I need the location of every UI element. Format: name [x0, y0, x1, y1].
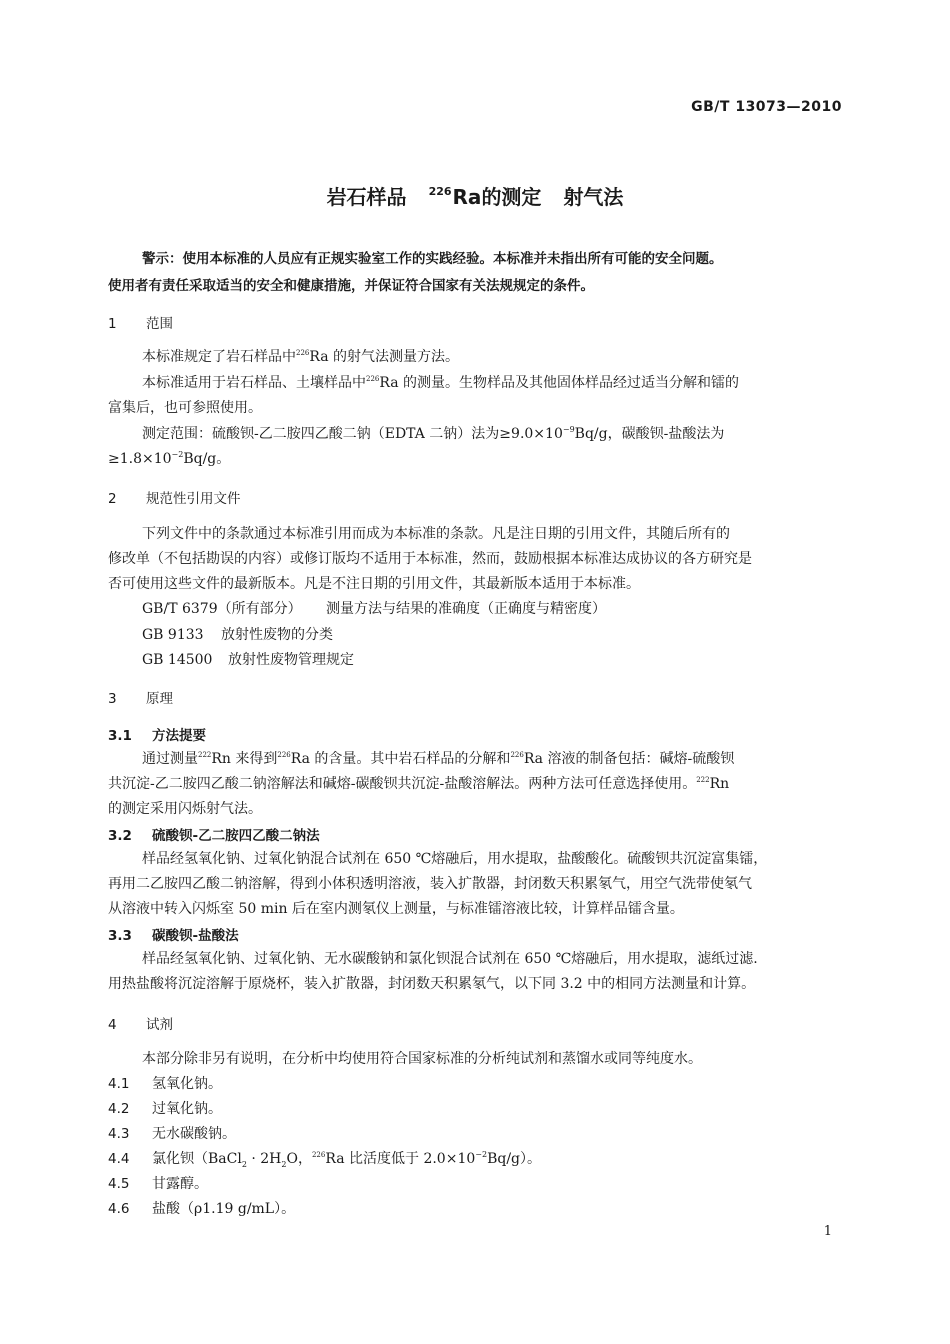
section-number: 1	[108, 316, 117, 332]
section-title: 试剂	[146, 1017, 173, 1033]
text: ≥1.8×10	[108, 451, 172, 467]
reference-name: 测量方法与结果的准确度（正确度与精密度）	[326, 601, 606, 617]
subsection-number: 3.3	[108, 928, 132, 944]
subsection-number: 3.1	[108, 728, 132, 744]
reference-item	[142, 598, 606, 618]
reference-code: GB/T 6379（所有部分）	[142, 601, 302, 617]
subsection-3-3-heading	[108, 924, 239, 944]
reference-item	[142, 624, 333, 644]
reference-code: GB 14500	[142, 652, 213, 668]
subscript: 2	[281, 1159, 287, 1169]
exponent: −2	[171, 450, 184, 459]
sec1-para-2	[142, 372, 739, 392]
section-title: 范围	[146, 316, 173, 332]
exponent: −9	[562, 425, 575, 434]
section-title: 原理	[146, 691, 173, 707]
section-number: 4	[108, 1017, 117, 1033]
item-text: Ra 比活度低于 2.0×10	[325, 1151, 476, 1167]
section-title: 规范性引用文件	[146, 491, 241, 507]
sec3-2-line-1: 样品经氢氧化钠、过氧化钠混合试剂在 650 ℃熔融后，用水提取，盐酸酸化。硫酸钡共沉淀富集镭，	[142, 851, 768, 867]
subsection-title: 碳酸钡-盐酸法	[152, 928, 239, 944]
item-text: · 2H	[246, 1151, 282, 1167]
text: Ra 的含量。其中岩石样品的分解和	[290, 751, 511, 767]
isotope-sup: 226	[510, 751, 524, 759]
title-part2: Ra	[452, 185, 482, 209]
title-sup: 226	[428, 185, 452, 198]
subsection-3-1-heading	[108, 724, 206, 744]
subsection-title: 硫酸钡-乙二胺四乙酸二钠法	[152, 828, 320, 844]
item-text: Bq/g）。	[487, 1151, 541, 1167]
text: 本标准适用于岩石样品、土壤样品中	[142, 375, 366, 391]
reagent-item	[108, 1198, 295, 1218]
section-2-heading	[108, 487, 241, 507]
item-text: 甘露醇。	[152, 1176, 208, 1192]
isotope-sup: 222	[198, 751, 212, 759]
item-text: O，	[286, 1151, 312, 1167]
subscript: 2	[241, 1159, 247, 1169]
sec3-2-line-3: 从溶液中转入闪烁室 50 min 后在室内测氡仪上测量，与标准镭溶液比较，计算样品镭含量。	[108, 901, 684, 917]
section-3-heading	[108, 687, 173, 707]
item-number: 4.2	[108, 1101, 130, 1117]
item-text: 氢氧化钠。	[152, 1076, 222, 1092]
item-number: 4.6	[108, 1201, 130, 1217]
sec3-3-line-2: 用热盐酸将沉淀溶解于原烧杯，装入扩散器，封闭数天积累氡气，以下同 3.2 中的相同方法测量和计算。	[108, 976, 756, 992]
reagent-item	[108, 1173, 208, 1193]
text: Bq/g。	[183, 451, 231, 467]
standard-number: GB/T 13073—2010	[691, 99, 842, 115]
item-number: 4.5	[108, 1176, 130, 1192]
text: Rn 来得到	[211, 751, 278, 767]
reagent-item	[108, 1073, 222, 1093]
item-number: 4.4	[108, 1151, 130, 1167]
text: Ra 的射气法测量方法。	[309, 349, 460, 365]
isotope-sup: 226	[366, 375, 380, 383]
sec4-intro: 本部分除非另有说明，在分析中均使用符合国家标准的分析纯试剂和蒸馏水或同等纯度水。	[142, 1051, 702, 1067]
reference-name: 放射性废物的分类	[221, 627, 333, 643]
section-number: 2	[108, 491, 117, 507]
text: Rn	[709, 776, 730, 792]
sec3-1-line-1	[142, 748, 734, 768]
sec3-1-line-2	[108, 773, 729, 793]
item-text: 氯化钡（BaCl	[152, 1151, 242, 1167]
text: Bq/g，碳酸钡-盐酸法为	[574, 426, 725, 442]
item-number: 4.3	[108, 1126, 130, 1142]
warning-line-1: 警示：使用本标准的人员应有正规实验室工作的实践经验。本标准并未指出所有可能的安全问题。	[142, 251, 723, 267]
sec3-3-line-1: 样品经氢氧化钠、过氧化钠、无水碳酸钠和氯化钡混合试剂在 650 ℃熔融后，用水提取，滤纸过滤.	[142, 951, 758, 967]
reagent-item	[108, 1098, 222, 1118]
text: Ra 溶液的制备包括：碱熔-硫酸钡	[523, 751, 735, 767]
sec3-1-line-3: 的测定采用闪烁射气法。	[108, 801, 262, 817]
sec2-para-line-2: 修改单（不包括勘误的内容）或修订版均不适用于本标准，然而，鼓励根据本标准达成协议的各方研究是	[108, 551, 752, 567]
sec1-para-2-cont: 富集后，也可参照使用。	[108, 400, 262, 416]
section-4-heading	[108, 1013, 173, 1033]
item-text: 盐酸（ρ1.19 g/mL）。	[152, 1201, 296, 1217]
sec1-para-1	[142, 346, 459, 366]
sec2-para-line-1: 下列文件中的条款通过本标准引用而成为本标准的条款。凡是注日期的引用文件，其随后所有的	[142, 526, 730, 542]
isotope-sup: 222	[696, 776, 710, 784]
sec1-para-3-cont	[108, 448, 230, 468]
reference-code: GB 9133	[142, 627, 204, 643]
section-1-heading	[108, 312, 173, 332]
text: 共沉淀-乙二胺四乙酸二钠溶解法和碱熔-碳酸钡共沉淀-盐酸溶解法。两种方法可任意选择使用。	[108, 776, 697, 792]
reagent-item	[108, 1123, 236, 1143]
text: 本标准规定了岩石样品中	[142, 349, 296, 365]
item-text: 无水碳酸钠。	[152, 1126, 236, 1142]
subsection-title: 方法提要	[152, 728, 206, 744]
title-part4: 射气法	[563, 185, 624, 209]
exponent: −2	[475, 1150, 488, 1159]
item-number: 4.1	[108, 1076, 130, 1092]
title-part1: 岩石样品	[326, 185, 407, 209]
isotope-sup: 226	[296, 349, 310, 357]
sec3-2-line-2: 再用二乙胺四乙酸二钠溶解，得到小体积透明溶液，装入扩散器，封闭数天积累氡气，用空气洗带使氡气	[108, 876, 752, 892]
page-number: 1	[823, 1224, 832, 1239]
document-title	[0, 181, 950, 210]
reagent-item	[108, 1148, 541, 1169]
isotope-sup: 226	[277, 751, 291, 759]
title-part3: 的测定	[481, 185, 542, 209]
reference-name: 放射性废物管理规定	[228, 652, 354, 668]
sec1-para-3	[142, 423, 724, 443]
sec2-para-line-3: 否可使用这些文件的最新版本。凡是不注日期的引用文件，其最新版本适用于本标准。	[108, 576, 640, 592]
subsection-3-2-heading	[108, 824, 320, 844]
warning-line-2: 使用者有责任采取适当的安全和健康措施，并保证符合国家有关法规规定的条件。	[108, 278, 594, 294]
subsection-number: 3.2	[108, 828, 132, 844]
section-number: 3	[108, 691, 117, 707]
text: Ra 的测量。生物样品及其他固体样品经过适当分解和镭的	[379, 375, 740, 391]
isotope-sup: 226	[311, 1151, 326, 1159]
text: 通过测量	[142, 751, 198, 767]
text: 测定范围：硫酸钡-乙二胺四乙酸二钠（EDTA 二钠）法为≥9.0×10	[142, 426, 563, 442]
reference-item	[142, 649, 354, 669]
item-text: 过氧化钠。	[152, 1101, 222, 1117]
